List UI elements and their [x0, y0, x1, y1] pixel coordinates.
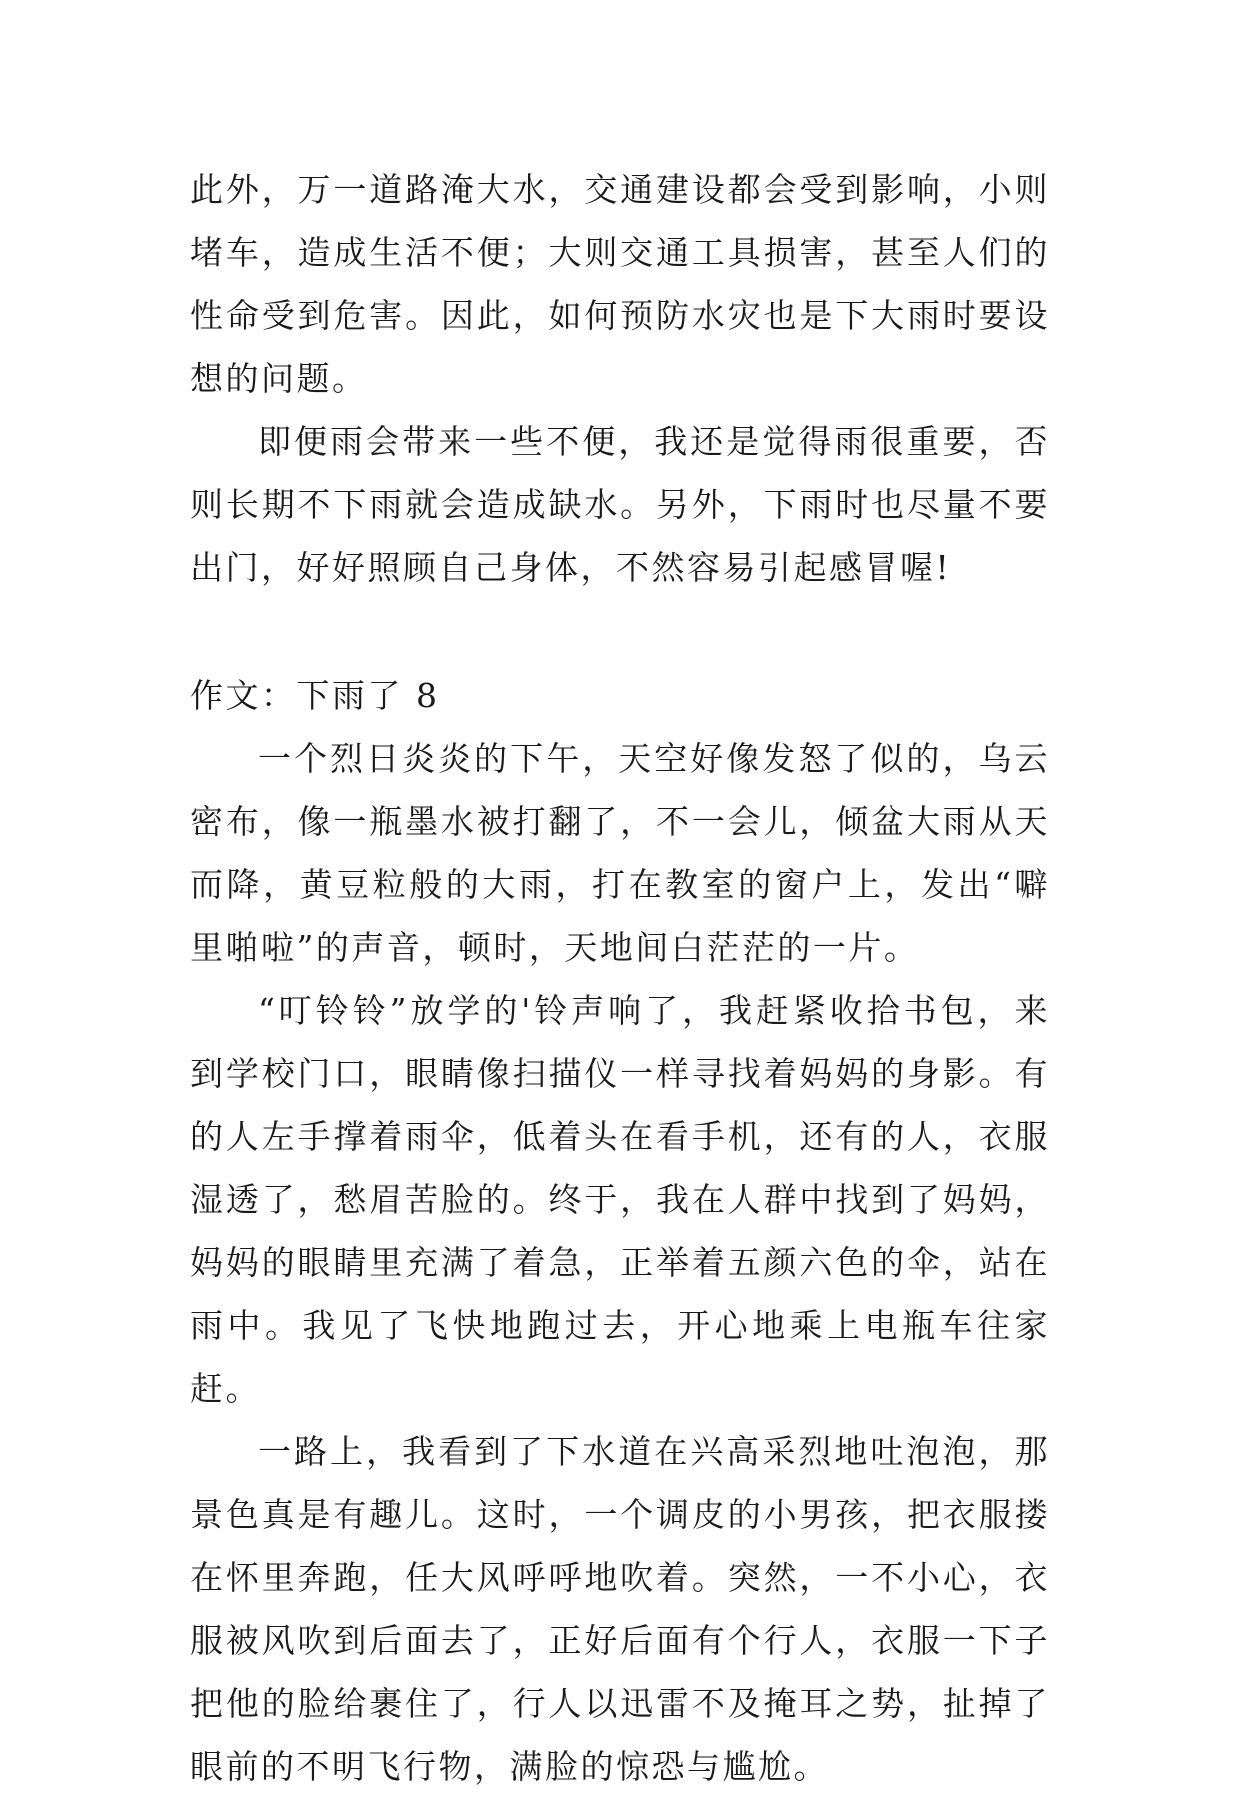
essay-heading: 作文：下雨了 8 — [190, 676, 440, 715]
document-body — [190, 158, 1050, 1798]
paragraph-school-gate: “叮铃铃”放学的'铃声响了，我赶紧收拾书包，来到学校门口，眼睛像扫描仪一样寻找着妈妈的身影。有的人左手撑着雨伞，低着头在看手机，还有的人，衣服湿透了，愁眉苦脸的。终于，我在人群中找到了妈妈，妈妈的眼睛里充满了着急，正举着五颜六色的伞，站在雨中。我见了飞快地跑过去，开心地乘上电瓶车往家赶。 — [190, 991, 1050, 1408]
paragraph-flood-effects: 此外，万一道路淹大水，交通建设都会受到影响，小则堵车，造成生活不便；大则交通工具损害，甚至人们的性命受到危害。因此，如何预防水灾也是下大雨时要设想的问题。 — [190, 170, 1050, 398]
paragraph-on-the-road: 一路上，我看到了下水道在兴高采烈地吐泡泡，那景色真是有趣儿。这时，一个调皮的小男孩，把衣服搂在怀里奔跑，任大风呼呼地吹着。突然，一不小心，衣服被风吹到后面去了，正好后面有个行人，衣服一下子把他的脸给裹住了，行人以迅雷不及掩耳之势，扯掉了眼前的不明飞行物，满脸的惊恐与尴尬。 — [190, 1432, 1050, 1786]
paragraph-rain-begins: 一个烈日炎炎的下午，天空好像发怒了似的，乌云密布，像一瓶墨水被打翻了，不一会儿，倾盆大雨从天而降，黄豆粒般的大雨，打在教室的窗户上，发出“噼里啪啦”的声音，顿时，天地间白茫茫的一片。 — [190, 739, 1050, 967]
paragraph-rain-importance: 即便雨会带来一些不便，我还是觉得雨很重要，否则长期不下雨就会造成缺水。另外，下雨时也尽量不要出门，好好照顾自己身体，不然容易引起感冒喔! — [190, 422, 1050, 587]
